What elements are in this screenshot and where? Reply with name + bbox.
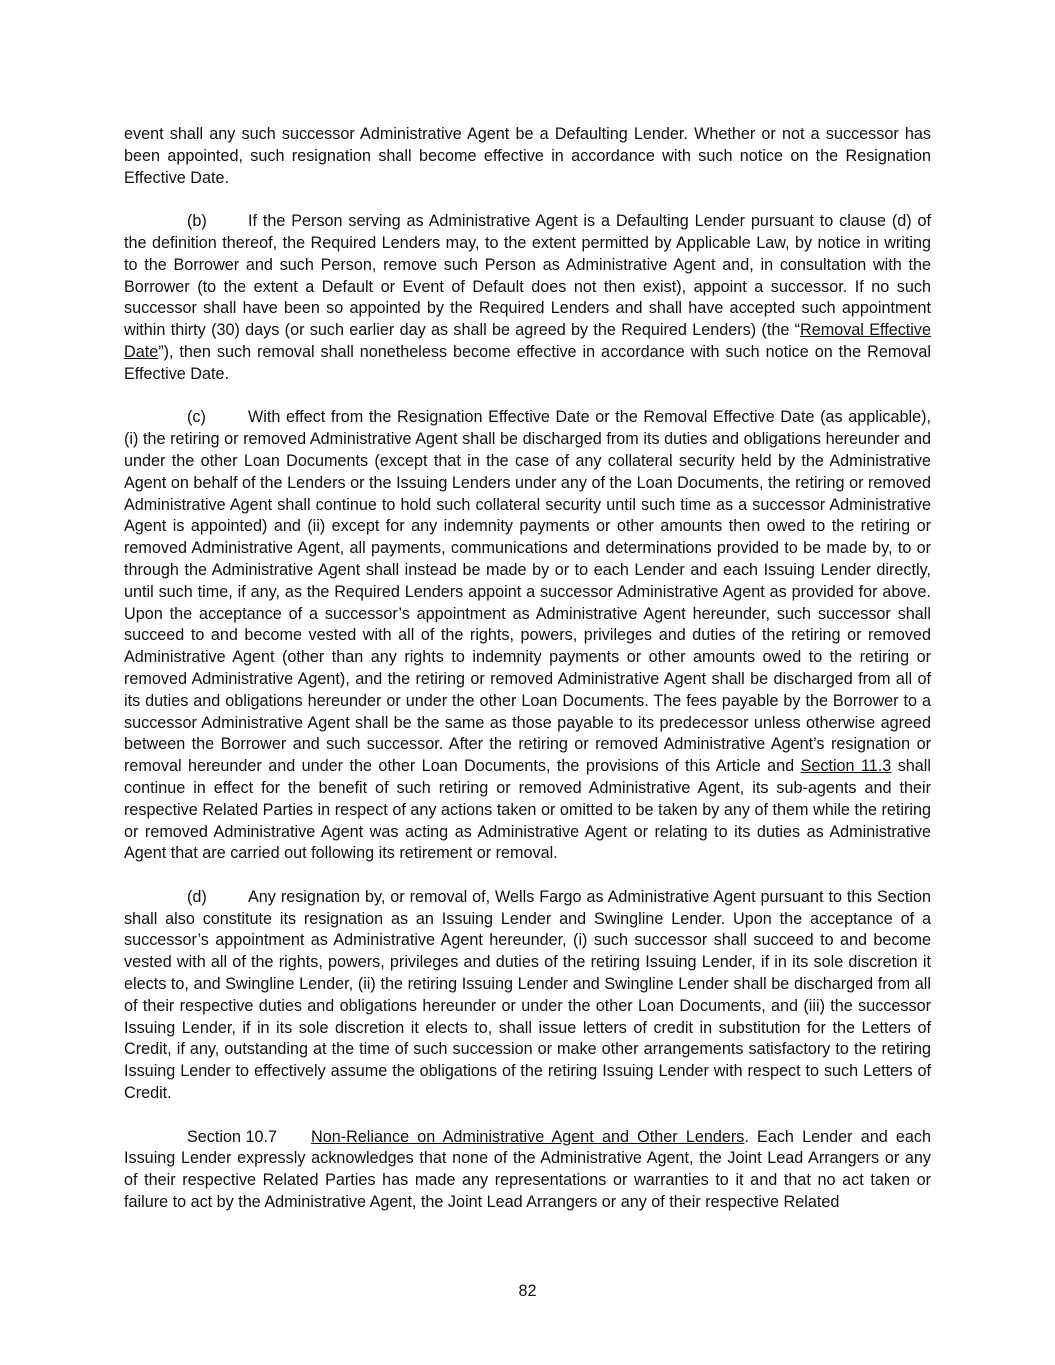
defined-term-removal-effective-date: Removal Effective Date: [124, 321, 931, 361]
clause-label-d: (d): [187, 887, 207, 906]
document-page: [124, 124, 931, 1214]
paragraph-text: event shall any such successor Administrative Agent be a Defaulting Lender. Whether or not a successor has been appointed, such resignation shall become effective in accordance with such notice on the Resignation Effective Date.: [124, 125, 931, 187]
paragraph-text: If the Person serving as Administrative Agent is a Defaulting Lender pursuant to clause (d) of the definition thereof, the Required Lenders may, to the extent permitted by Applicable Law, by notice in writing to the Borrower and such Person, remove such Person as Administrative Agent and, in consultation with the Borrower (to the extent a Default or Event of Default does not then exist), appoint a successor. If no such successor shall have been so appointed by the Required Lenders and shall have accepted such appointment within thirty (30) days (or such earlier day as shall be agreed by the Required Lenders) (the “: [124, 212, 931, 340]
paragraph-text: Any resignation by, or removal of, Wells Fargo as Administrative Agent pursuant to this Section shall also constitute its resignation as an Issuing Lender and Swingline Lender. Upon the acceptance of a successor’s appointment as Administrative Agent hereunder, (i) such successor shall succeed to and become vested with all of the rights, powers, privileges and duties of the retiring Issuing Lender, if in its sole discretion it elects to, and Swingline Lender, (ii) the retiring Issuing Lender and Swingline Lender shall be discharged from all of their respective duties and obligations hereunder or under the other Loan Documents, and (iii) the successor Issuing Lender, if in its sole discretion it elects to, shall issue letters of credit in substitution for the Letters of Credit, if any, outstanding at the time of such succession or make other arrangements satisfactory to the retiring Issuing Lender to effectively assume the obligations of the retiring Issuing Lender with respect to such Letters of Credit.: [124, 887, 931, 1103]
paragraph-continuation: [124, 124, 931, 189]
paragraph-text: shall continue in effect for the benefit of such retiring or removed Administrative Agent, its sub-agents and their respective Related Parties in respect of any actions taken or omitted to be taken by any of them while the retiring or removed Administrative Agent was acting as Administrative Agent or relating to its duties as Administrative Agent that are carried out following its retirement or removal.: [124, 757, 931, 863]
section-number: Section 10.7: [187, 1127, 277, 1146]
paragraph-text: ”), then such removal shall nonetheless become effective in accordance with such notice on the Removal Effective Date.: [124, 342, 931, 383]
paragraph-text: . Each Lender and each Issuing Lender expressly acknowledges that none of the Administrative Agent, the Joint Lead Arrangers or any of their respective Related Parties has made any representations or warranties to it and that no act taken or failure to act by the Administrative Agent, the Joint Lead Arrangers or any of their respective Related: [124, 1127, 931, 1212]
section-heading: Non-Reliance on Administrative Agent and Other Lenders: [311, 1127, 745, 1146]
section-10-7: [124, 1127, 931, 1214]
paragraph-b: [124, 211, 931, 385]
clause-label-b: (b): [187, 212, 207, 231]
paragraph-d: [124, 887, 931, 1105]
section-reference-11-3: Section 11.3: [800, 757, 892, 776]
paragraph-c: [124, 407, 931, 865]
paragraph-text: With effect from the Resignation Effective Date or the Removal Effective Date (as applicable), (i) the retiring or removed Administrative Agent shall be discharged from its duties and obligations hereunder and under the other Loan Documents (except that in the case of any collateral security held by the Administrative Agent on behalf of the Lenders or the Issuing Lenders under any of the Loan Documents, the retiring or removed Administrative Agent shall continue to hold such collateral security until such time as a successor Administrative Agent is appointed) and (ii) except for any indemnity payments or other amounts then owed to the retiring or removed Administrative Agent, all payments, communications and determinations provided to be made by, to or through the Administrative Agent shall instead be made by or to each Lender and each Issuing Lender directly, until such time, if any, as the Required Lenders appoint a successor Administrative Agent as provided for above. Upon the acceptance of a successor’s appointment as Administrative Agent hereunder, such successor shall succeed to and become vested with all of the rights, powers, privileges and duties of the retiring or removed Administrative Agent (other than any rights to indemnity payments or other amounts owed to the retiring or removed Administrative Agent), and the retiring or removed Administrative Agent shall be discharged from all of its duties and obligations hereunder or under the other Loan Documents. The fees payable by the Borrower to a successor Administrative Agent shall be the same as those payable to its predecessor unless otherwise agreed between the Borrower and such successor. After the retiring or removed Administrative Agent’s resignation or removal hereunder and under the other Loan Documents, the provisions of this Article and: [124, 408, 931, 776]
page-number: 82: [518, 1282, 537, 1300]
clause-label-c: (c): [187, 408, 206, 427]
